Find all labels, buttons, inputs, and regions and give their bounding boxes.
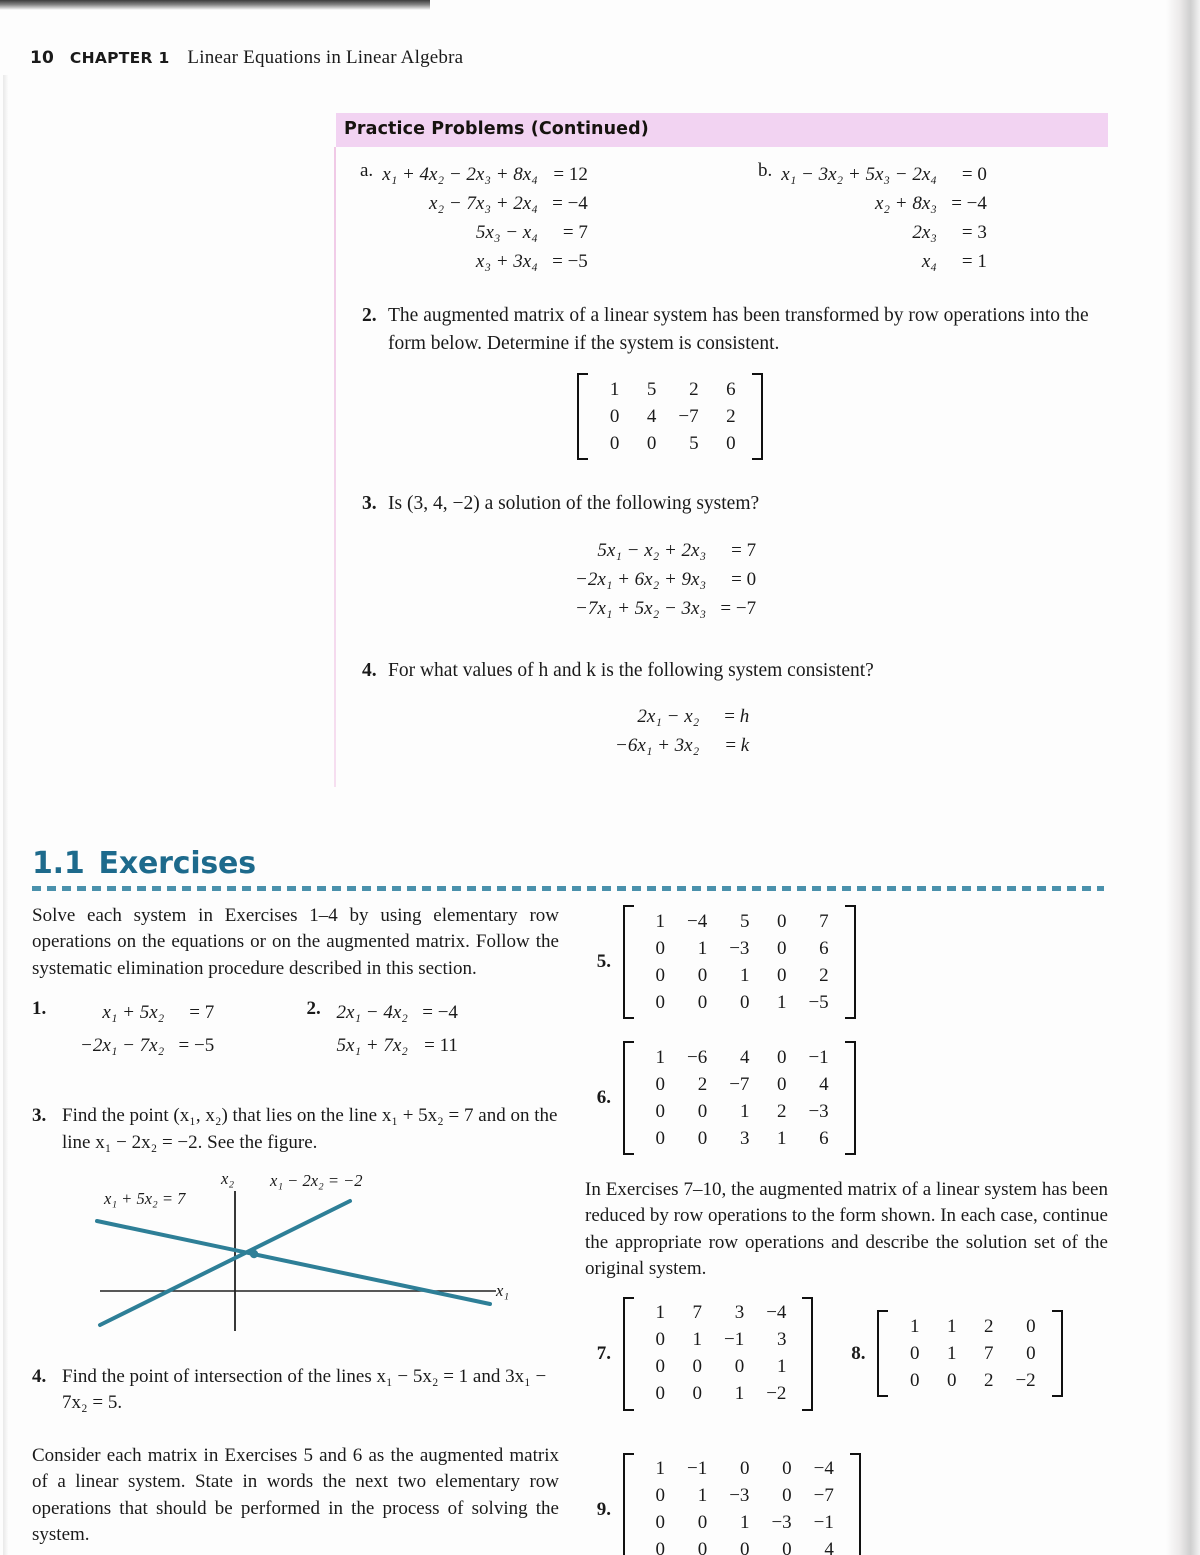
matrix-cell: 2 — [983, 1315, 994, 1337]
practice-problems-title: Practice Problems (Continued) — [344, 119, 649, 139]
matrix-cell: 7 — [692, 1302, 702, 1324]
matrix-cell: −7 — [813, 1485, 834, 1507]
matrix-row — [639, 962, 840, 989]
section-heading — [32, 846, 256, 881]
matrix-cell: 1 — [946, 1315, 957, 1337]
matrix — [877, 1310, 1062, 1397]
problem-number: 3. — [362, 493, 377, 515]
exercise-number: 4. — [32, 1365, 47, 1387]
matrix-cell: 0 — [655, 1539, 665, 1555]
matrix-row — [639, 1044, 840, 1071]
exercise-6 — [585, 1041, 1108, 1155]
matrix-cell: 0 — [776, 1073, 787, 1095]
figure-line-2-label: x₁ − 2x₂ = −2 — [270, 1170, 363, 1190]
equals-sign: = — [731, 568, 742, 590]
matrix-row — [639, 1327, 797, 1354]
matrix-cell: 0 — [697, 1539, 708, 1555]
equals-sign: = — [189, 1001, 200, 1023]
equation-lhs: x₃ + 3x₄ — [475, 250, 538, 272]
matrix-cell: 4 — [824, 1539, 834, 1555]
matrix-cell: 0 — [692, 1383, 702, 1405]
equation-rhs: 3 — [977, 221, 987, 243]
matrix-cell: 3 — [734, 1302, 745, 1324]
equals-sign: = — [951, 192, 962, 214]
matrix-cell: 1 — [776, 991, 787, 1013]
matrix — [623, 1453, 861, 1555]
matrix-cell: 0 — [697, 964, 708, 986]
equation-rhs: −7 — [735, 597, 757, 619]
equation-rhs: 7 — [746, 539, 757, 561]
spacer — [360, 189, 382, 218]
exercise-5 — [585, 905, 1108, 1019]
equation-rhs: 7 — [204, 1001, 215, 1023]
matrix-cell: 0 — [697, 1127, 708, 1149]
problem-text: The augmented matrix of a linear system has been transformed by row operations into the form below. Determine if the system is consistent. — [388, 305, 1089, 354]
x-axis-label: x₁ — [496, 1280, 510, 1300]
equation-lhs: −6x₁ + 3x₂ — [615, 735, 700, 757]
matrix-cell: 0 — [655, 1356, 665, 1378]
matrix-cell: 0 — [782, 1539, 792, 1555]
matrix-cell: 2 — [776, 1100, 787, 1122]
equation-rhs: 0 — [977, 163, 987, 185]
matrix-cell: 0 — [697, 1100, 708, 1122]
matrix-row — [639, 989, 840, 1016]
equation-lhs: x₂ + 8x₃ — [874, 192, 937, 214]
matrix-row — [593, 430, 746, 457]
matrix-cell: 1 — [692, 1329, 702, 1351]
matrix-cell: 1 — [697, 937, 708, 959]
matrix-cell: 6 — [726, 378, 736, 400]
spacer — [758, 218, 781, 247]
matrix-cell: 1 — [739, 1100, 750, 1122]
equation-rhs: 12 — [568, 163, 588, 185]
equation-lhs: −2x₁ − 7x₂ — [80, 1035, 165, 1057]
matrix — [623, 1041, 856, 1155]
matrix-row — [639, 1354, 797, 1381]
matrix-cell: 0 — [776, 1046, 787, 1068]
matrix-cell: 0 — [946, 1369, 957, 1391]
matrix — [623, 905, 856, 1019]
matrix-cell: 0 — [739, 991, 750, 1013]
section-title: Exercises — [98, 846, 256, 881]
matrix-cell: 0 — [609, 405, 620, 427]
matrix-cell: 0 — [646, 432, 657, 454]
spacer — [758, 247, 781, 276]
matrix-cell: 1 — [655, 1302, 665, 1324]
matrix-cell: 2 — [983, 1369, 994, 1391]
matrix-cell: −4 — [766, 1302, 787, 1324]
exercise-number: 8. — [851, 1342, 866, 1364]
practice-problem-2 — [362, 302, 1108, 357]
matrix-cell: 0 — [782, 1485, 792, 1507]
matrix-cell: 1 — [655, 910, 665, 932]
matrix-cell: 6 — [819, 937, 829, 959]
matrix-cell: −6 — [687, 1046, 708, 1068]
matrix-cell: 0 — [1026, 1315, 1036, 1337]
matrix-cell: 2 — [697, 1073, 708, 1095]
matrix-cell: 0 — [776, 964, 787, 986]
exercises-7-10-intro: In Exercises 7–10, the augmented matrix of a linear system has been reduced by row operations to the form shown. In each case, continue the appropriate row operations and describe the solution set of the original system. — [585, 1179, 1108, 1280]
matrix-cell: 1 — [776, 1127, 787, 1149]
matrix-cell: −3 — [808, 1100, 829, 1122]
equation-lhs: 2x₁ − 4x₂ — [336, 1001, 408, 1023]
matrix-cell: 7 — [819, 910, 829, 932]
matrix — [623, 1297, 813, 1411]
page-scan-top-shadow — [0, 0, 430, 10]
practice-problems-side-rule — [334, 147, 336, 787]
equals-sign: = — [178, 1035, 190, 1057]
matrix-cell: 0 — [655, 1485, 665, 1507]
matrix-cell: 5 — [739, 910, 750, 932]
equation-rhs: −4 — [966, 192, 987, 214]
matrix-cell: 0 — [655, 1512, 665, 1534]
exercises-right-column — [585, 903, 1108, 1555]
matrix-cell: 1 — [609, 378, 620, 400]
matrix-cell: 1 — [776, 1356, 787, 1378]
practice-problems-body — [360, 160, 1110, 761]
equation-lhs: 2x₁ − x₂ — [637, 706, 700, 728]
matrix-cell: 0 — [782, 1458, 792, 1480]
chapter-label: CHAPTER 1 — [69, 49, 170, 67]
problem-text: For what values of h and k is the following system consistent? — [388, 660, 874, 682]
running-head — [30, 47, 463, 69]
matrix-cell: 6 — [819, 1127, 829, 1149]
equals-sign: = — [961, 163, 973, 185]
exercises-left-column — [32, 903, 559, 1555]
matrix-row — [593, 403, 746, 430]
equals-sign: = — [424, 1035, 435, 1057]
matrix-cell: 5 — [646, 378, 657, 400]
equals-sign: = — [961, 250, 973, 272]
matrix-cell: 0 — [655, 1073, 665, 1095]
exercise-number: 3. — [32, 1105, 47, 1127]
exercises-5-6-intro: Consider each matrix in Exercises 5 and 6 as the augmented matrix of a linear system. State in words the next two elementary row operations that should be performed in the process of solving the system. — [32, 1444, 559, 1545]
figure-line-2 — [100, 1201, 350, 1325]
matrix-cell: 1 — [739, 1512, 750, 1534]
matrix-row — [639, 1071, 840, 1098]
equation-lhs: x₁ − 3x₂ + 5x₃ − 2x₄ — [781, 163, 937, 185]
matrix-cell: 0 — [697, 1512, 708, 1534]
matrix-cell: 0 — [655, 1383, 665, 1405]
exercise-4 — [32, 1364, 559, 1417]
matrix-cell: 7 — [983, 1342, 994, 1364]
matrix-cell: 0 — [655, 1100, 665, 1122]
chapter-title: Linear Equations in Linear Algebra — [187, 47, 464, 68]
matrix-cell: 1 — [739, 964, 750, 986]
exercises-intro: Solve each system in Exercises 1–4 by using elementary row operations on the equations or on the augmented matrix. Follow the systematic elimination procedure described in this section. — [32, 905, 559, 979]
exercise-2 — [307, 996, 560, 1073]
matrix-cell: 0 — [734, 1356, 745, 1378]
practice-problem-1a — [360, 160, 710, 276]
matrix-row — [893, 1367, 1046, 1394]
matrix-cell: 0 — [697, 991, 708, 1013]
matrix-cell: −5 — [808, 991, 829, 1013]
matrix-cell: 0 — [726, 432, 736, 454]
exercise-number: 7. — [596, 1342, 611, 1364]
matrix-cell: 0 — [655, 964, 665, 986]
matrix-cell: 0 — [655, 1127, 665, 1149]
equals-sign: = — [422, 1001, 433, 1023]
page-number: 10 — [30, 48, 55, 68]
matrix-cell: −2 — [766, 1383, 787, 1405]
practice-problem-3-equations — [575, 536, 1110, 623]
equation-rhs: −4 — [437, 1001, 458, 1023]
matrix-cell: −3 — [729, 937, 750, 959]
equals-sign: = — [562, 221, 574, 243]
equals-sign: = — [720, 597, 732, 619]
matrix-row — [639, 1510, 845, 1537]
matrix-cell: 4 — [646, 405, 657, 427]
equation-rhs: −5 — [194, 1035, 215, 1057]
matrix-cell: 2 — [726, 405, 736, 427]
equals-sign: = — [731, 539, 742, 561]
equation-lhs: 2x₃ — [912, 221, 937, 243]
exercise-text: Find the point (x₁, x₂) that lies on the line x₁ + 5x₂ = 7 and on the line x₁ − 2x₂ = −2. See the figure. — [62, 1105, 558, 1153]
matrix-cell: 0 — [909, 1342, 920, 1364]
matrix-cell: 1 — [655, 1046, 665, 1068]
exercise-8 — [839, 1310, 1062, 1397]
equation-rhs: 7 — [578, 221, 588, 243]
matrix-cell: 1 — [909, 1315, 920, 1337]
exercise-7 — [585, 1297, 813, 1411]
matrix-row — [893, 1313, 1046, 1340]
exercise-number: 9. — [596, 1498, 611, 1520]
spacer — [360, 218, 382, 247]
matrix-cell: 0 — [909, 1369, 920, 1391]
practice-problem-1b — [758, 160, 1088, 276]
matrix-cell: −1 — [687, 1458, 708, 1480]
matrix-row — [639, 1483, 845, 1510]
equals-sign: = — [552, 192, 563, 214]
matrix-cell: 1 — [734, 1383, 745, 1405]
problem-number: 4. — [362, 660, 377, 682]
matrix-cell: −1 — [724, 1329, 745, 1351]
matrix-cell: 0 — [655, 991, 665, 1013]
matrix-cell: 0 — [1026, 1342, 1036, 1364]
matrix-cell: 0 — [655, 1329, 665, 1351]
exercise-text: Find the point of intersection of the lines x₁ − 5x₂ = 1 and 3x₁ − 7x₂ = 5. — [62, 1365, 547, 1414]
matrix-cell: −2 — [1015, 1369, 1036, 1391]
equation-rhs: 0 — [746, 568, 757, 590]
matrix-cell: 2 — [689, 378, 699, 400]
spacer — [360, 247, 382, 276]
matrix-row — [639, 1537, 845, 1555]
equation-lhs: −7x₁ + 5x₂ − 3x₃ — [575, 597, 707, 619]
matrix-row — [639, 935, 840, 962]
matrix-cell: 3 — [739, 1127, 750, 1149]
section-number: 1.1 — [32, 846, 85, 881]
matrix-cell: 0 — [776, 937, 787, 959]
matrix-cell: 0 — [739, 1539, 750, 1555]
matrix-row — [639, 1300, 797, 1327]
y-axis-label: x₂ — [221, 1168, 235, 1188]
matrix-cell: 5 — [689, 432, 699, 454]
spacer — [758, 189, 781, 218]
matrix-cell: 0 — [609, 432, 620, 454]
matrix-cell: −1 — [813, 1512, 834, 1534]
section-divider — [32, 886, 1104, 891]
matrix-cell: 1 — [655, 1458, 665, 1480]
equation-rhs: −4 — [567, 192, 588, 214]
equals-sign: = — [552, 250, 563, 272]
exercise-number: 1. — [32, 998, 47, 1020]
equation-lhs: x₂ − 7x₃ + 2x₄ — [429, 192, 538, 214]
equation-lhs: x₄ — [921, 250, 937, 272]
matrix-cell: −3 — [729, 1485, 750, 1507]
matrix-row — [639, 1098, 840, 1125]
part-b-label: b. — [758, 160, 773, 181]
matrix-row — [893, 1340, 1046, 1367]
matrix-row — [639, 908, 840, 935]
matrix-cell: 4 — [739, 1046, 750, 1068]
equation-rhs: −5 — [567, 250, 588, 272]
equals-sign: = — [724, 706, 735, 728]
equation-rhs: 11 — [439, 1035, 458, 1057]
exercises-7-8-row — [585, 1297, 1108, 1425]
problem-text: Is (3, 4, −2) a solution of the following system? — [388, 493, 760, 515]
equals-sign: = — [725, 735, 737, 757]
page-edge-shadow — [1166, 0, 1200, 1555]
exercises-1-2-row — [32, 996, 559, 1073]
exercise-number: 2. — [306, 998, 321, 1020]
equation-lhs: 5x₁ − x₂ + 2x₃ — [597, 539, 707, 561]
part-a-label: a. — [360, 160, 374, 181]
matrix-row — [639, 1456, 845, 1483]
matrix-cell: 1 — [697, 1485, 708, 1507]
matrix-row — [639, 1125, 840, 1152]
equation-lhs: 5x₁ + 7x₂ — [336, 1035, 408, 1057]
exercise-9 — [585, 1453, 1108, 1555]
matrix-cell: −4 — [813, 1458, 834, 1480]
practice-problem-4-equations — [615, 703, 1110, 761]
exercise-3-figure — [92, 1168, 512, 1338]
matrix-cell: 1 — [946, 1342, 957, 1364]
practice-problem-1 — [360, 160, 1110, 276]
matrix-cell: 4 — [819, 1073, 829, 1095]
matrix-cell: 0 — [655, 937, 665, 959]
intersection-point — [250, 1249, 258, 1257]
equation-lhs: x₁ + 4x₂ − 2x₃ + 8x₄ — [382, 163, 538, 185]
matrix-cell: 2 — [819, 964, 829, 986]
matrix-cell: −7 — [729, 1073, 750, 1095]
equation-lhs: 5x₃ − x₄ — [475, 221, 538, 243]
exercise-number: 6. — [596, 1087, 611, 1108]
exercise-1 — [32, 996, 285, 1073]
matrix-cell: 0 — [776, 910, 787, 932]
matrix-row — [639, 1381, 797, 1408]
problem-number: 2. — [362, 305, 377, 326]
matrix-cell: −3 — [771, 1512, 792, 1534]
matrix-row — [593, 376, 746, 403]
matrix — [577, 373, 762, 460]
matrix-cell: 3 — [776, 1329, 787, 1351]
equation-lhs: x₁ + 5x₂ — [102, 1001, 165, 1023]
matrix-cell: 0 — [692, 1356, 702, 1378]
matrix-cell: 0 — [739, 1458, 750, 1480]
matrix-cell: −7 — [678, 405, 699, 427]
equals-sign: = — [553, 163, 565, 185]
equation-rhs: h — [739, 706, 750, 728]
practice-problem-4 — [362, 657, 1108, 685]
exercise-number: 5. — [596, 951, 611, 972]
equals-sign: = — [961, 221, 973, 243]
matrix-cell: −4 — [687, 910, 708, 932]
figure-line-1-label: x₁ + 5x₂ = 7 — [104, 1188, 186, 1208]
page-gutter — [3, 75, 8, 1555]
equation-lhs: −2x₁ + 6x₂ + 9x₃ — [575, 568, 707, 590]
exercise-3 — [32, 1103, 559, 1156]
equation-rhs: k — [740, 735, 750, 757]
practice-problem-3 — [362, 490, 1108, 518]
equation-rhs: 1 — [977, 250, 987, 272]
practice-problem-2-matrix-wrap — [360, 373, 1110, 460]
matrix-cell: −1 — [808, 1046, 829, 1068]
